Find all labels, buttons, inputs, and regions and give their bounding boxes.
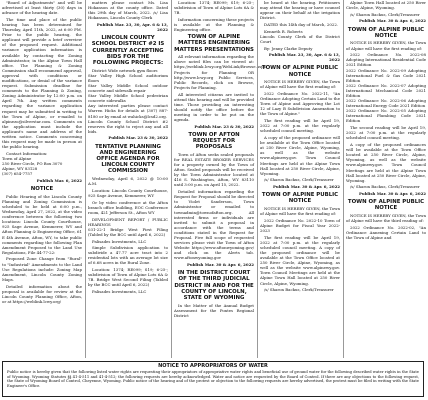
notice-paragraph: All relevant information regarding the above noted files can be viewed at: https://weblink.lcwy.org/WebLink/Browse.aspx Projects for Planning OR http://www.lcwy.org Public Services, Public Records, click on Browse, Projects for Planning. bbox=[174, 54, 266, 90]
publish-dates: Publish Mar. 6, 2022 bbox=[36, 177, 82, 183]
publish-dates: Publish Mar. 23, 30, Apr. 6 & 13, 2022 bbox=[268, 52, 340, 63]
notice-paragraph: 2022 Ordinance No. 2022-11, "An Ordinance Adopting Certain Land to the Town of Alpine and Approving the Lot 12 of Lazy B Subdivision Annexation to the Town of Alpine." bbox=[260, 91, 340, 117]
notice-paragraph: /s/ Sharon Backus, Clerk/Treasurer bbox=[350, 184, 420, 190]
publish-dates: Publish Mar. 23, 30, Apr. 6 & 13, 2022 bbox=[96, 21, 168, 33]
notice-heading: TOWN OF AFTON REQUEST FOR PROPOSALS bbox=[188, 131, 240, 151]
notice-paragraph: Palisades Investments, LLC bbox=[92, 238, 147, 244]
notice-paragraph: Location: 1374; RE099; S19; 6-25-; subdivision of Town of Alpine Lots 6A & 7B. bbox=[174, 0, 254, 16]
notice-paragraph: "Board of Adjustments" and will be advertised at least thirty (30) days in advance of the hearing date. bbox=[2, 0, 82, 16]
notice-paragraph: DATED this 14th day of March, 2022. bbox=[264, 21, 339, 27]
publish-dates: Publish Mar. 30 & Apr. 6, 2022 bbox=[358, 18, 426, 24]
notice-paragraph: NOTICE IS HEREBY GIVEN, the Town of Alpine will have the third reading of: bbox=[346, 213, 426, 224]
notice-paragraph: Or by video conference at the Afton branch office building, EOC Conference room, 421 Jefferson St., Afton WY bbox=[88, 199, 168, 215]
column-divider bbox=[85, 0, 86, 358]
column-divider bbox=[257, 0, 258, 358]
notice-paragraph: Contact Information: Town of Alpine 250 River Circle, PO Box 3070 Alpine, WY 83128 (307) 654-7757 bbox=[2, 150, 63, 177]
notice-paragraph: Wednesday, April 6, 2022 @ 10:00 A.M. bbox=[88, 176, 168, 187]
notice-heading: TENTATIVE PLANNING AND ENGINEERING OFFICE AGENDA FOR LINCOLN COUNTY COMMISSION bbox=[95, 143, 161, 175]
notice-paragraph: Palisades Investments, LLC bbox=[92, 289, 147, 295]
publish-dates: Publish Mar. 23 & 30, 2022 bbox=[108, 135, 168, 141]
notice-title: NOTICE TO APPROPRIATORS OF WATER bbox=[158, 363, 268, 369]
notice-paragraph: matters please contact Ms. Lisa Hokanson at the county office. Dated this 29th day of March, 2022. /s/ Lisa Hokanson, Lincoln County Clerk bbox=[88, 0, 168, 21]
notice-paragraph: Detailed information about the proposal is available for review at the Lincoln County Planning Office, Afton, or at https://weblink.lcwy.org/ bbox=[2, 283, 82, 304]
notice-paragraph: Kenneth R. Roberts Lincoln County Clerk of the District Court bbox=[260, 28, 340, 44]
notice-paragraph: Proposed Zone Change from "Rural" to "Industrial" Amendments to the Land Use Regulations include: Zoning Map Amendment, Lincoln County Zoning Maps. bbox=[2, 256, 82, 282]
notice-heading: TOWN OF ALPINE PUBLIC NOTICE bbox=[347, 199, 425, 212]
notice-paragraph: District Wide network gym floors Star Valley High School auditorium floors Star Valley Middle School outdoor concrete and sidewalk repair Star Valley Middle School pedestrian concrete sidewalks Any interested parties please contact Warren Hicks for details at (307) 887-8180 or by email at wahicks@lcsd2.org. Lincoln County School District #2 reserves the right to reject any and all bids. bbox=[88, 67, 168, 134]
publish-dates: Publish Mar. 30 & Apr. 6, 2022 bbox=[272, 184, 340, 190]
notice-heading: TOWN OF ALPINE PUBLIC NOTICE bbox=[347, 26, 425, 39]
publish-dates: Publish Mar. 30 & Apr. 6, 2022 bbox=[186, 262, 254, 268]
notice-paragraph: NOTICE IS HEREBY GIVEN, the Town of Alpine will have the first reading of: bbox=[260, 206, 340, 217]
notice-paragraph: NOTICE IS HEREBY GIVEN, the Town of Alpine will have the first reading of: bbox=[346, 40, 426, 51]
notice-paragraph: A copy of the proposed ordinance will be available at the Town Office located at 250 River Circle, Alpine, Wyoming, as well as the website www.alpinewy.gov. Town Council Meetings are held at the Alpine Town Hall located at 250 River Circle, Alpine, Wyoming. bbox=[260, 135, 340, 176]
notice-paragraph: The time and place of the public hearing has been determined for Thursday, April 11th, 2022, at 6:00 PM. Prior to the public hearing, the applicant will provide a brief overview of the proposed request. Additional variance application information is available by contacting the Zoning Administrator, in the Alpine Town Hall office. The Planning & Zoning Commission shall recommend approval, approval with conditions or modifications, or denial of the variance request. Submission deadline for comments to the Planning & Zoning, Zoning Administrator by 12:00 p.m. on April 7th. Any written comments regarding the variance application request may be submitted in writing to the Town of Alpine, or e-mailed to alpinezo@silverstar.com. Comments on the application must include the applicant's name and address of the written notice. Comments concerning this request may be made in person at the public hearing. bbox=[2, 16, 82, 150]
notice-paragraph: A copy of the proposed ordinances will be available at the Town Office located at 250 River Circle, Alpine, Wyoming, as well as the website www.alpinewy.gov. Town Council Meetings are held at the Alpine Town Hall located at 250 River Circle, Alpine, Wyoming. bbox=[346, 142, 426, 183]
water-appropriators-notice bbox=[2, 361, 424, 397]
notice-paragraph: Simple Subdivision application to subdivide a 47.77 acre tract into 2 residential lots with an average lot size of 6.68 acres in the Rural Zone. bbox=[88, 245, 168, 266]
notice-body: Public notice is hereby given that the following listed water rights are requesting their appropriators of appropriative water rights and beneficial use of ground water for the following described water rights in the State of Wyoming. Wyoming Statutes §§ 41-4-511 and 41-4-512; the following requests are hereby acknowledged. Water and notice are requested by the Board of Control. If there are any objections to the following request, the State of Wyoming Board of Control, Cheyenne, Wyoming. Public notice of the hearing and of the protest or objection to the following requests are hereby advertised, the protest must be filed in writing with the State Engineer's Office. bbox=[7, 370, 419, 388]
column-1 bbox=[2, 0, 82, 358]
notice-paragraph: All interested citizens are invited to attend this hearing and will be provided time. Those providing an interesting should notify the office before the meeting in order to be put on the agenda. bbox=[174, 91, 254, 122]
column-divider bbox=[343, 0, 344, 358]
column-4 bbox=[260, 0, 340, 358]
notice-paragraph: be heard at the hearing. Petitioners may attend the hearing or have counsel appear on their behalf at the irrigation District. bbox=[260, 0, 340, 21]
publish-dates: Publish Mar. 30 & Apr. 6, 2022 bbox=[358, 191, 426, 197]
notice-paragraph: Information concerning these projects is available at the Planning & Engineering office. bbox=[174, 16, 254, 33]
notice-paragraph: /s/ Sharon Backus, Clerk/Treasurer bbox=[264, 287, 334, 293]
notice-heading: NOTICE bbox=[30, 186, 54, 193]
notice-heading: TOWN OF ALPINE MATTERS ENGINEERING MATTERS PRESENTATIONS bbox=[174, 34, 254, 53]
notice-paragraph: Location: Lincoln County Courthouse, 925 Sage Avenue, Kemmerer, WY bbox=[88, 187, 168, 198]
notice-paragraph: DEVELOPMENT REPORT / PUBLIC HEARINGS 031-22-1 Bridge West First Filing (Tabled by the BCC until April 6, 2022) bbox=[88, 216, 168, 237]
notice-paragraph: 2022 Ordinance No. 2022-08 Adopting International Residential Code 2021 Edition 2022 Ordinance No. 2022-09 Adopting International Fuel & Gas Code 2021 Edition 2022 Ordinance No. 2022-07 Adopting International Mechanical Code 2021 Edition 2022 Ordinance No. 2022-06 Adopting International Energy Code 2021 Edition 2022 Ordinance No. 2022-05 Adopting International Plumbing Code 2021 Edition bbox=[346, 52, 426, 124]
notice-paragraph: By: Jenny Clarke Deputy bbox=[264, 45, 313, 51]
notice-heading: IN THE DISTRICT COURT OF THE THIRD JUDICIAL DISTRICT IN AND FOR THE COUNTY OF LINCOLN, STATE OF WYOMING bbox=[174, 270, 254, 301]
notice-paragraph: NOTICE IS HEREBY GIVEN, the Town of Alpine will have the first reading of: bbox=[260, 79, 340, 90]
column-5 bbox=[346, 0, 426, 358]
notice-paragraph: 2022 Ordinance No. 2022-02, "An Ordinance Annexing Certain Land to the Town of Alpine and bbox=[346, 224, 426, 241]
notice-paragraph: 2022 Ordinance No. 2022-10 Town of Alpine Budget for Fiscal Year 2022-2023 bbox=[260, 217, 340, 234]
notice-paragraph: /s/ Sharon Backus, Clerk/Treasurer bbox=[264, 177, 334, 183]
notice-paragraph: Detailed information regarding the Request for Proposal should be directed to Violet Sanderson, Town Administrator or emailed to townadmin@townofafton.org. All interested firms or individuals are invited to submit a proposal in accordance with the terms and conditions stated in the Request for Proposal. Five full scope of requested services please visit the Town of Afton Website https://www.aftonwyoming.gov/ and click on the Alerts tab. www.aftonwyoming.gov bbox=[174, 189, 254, 261]
notice-paragraph: The first reading will be April 19, 2022 at 7:00 p.m. at the regularly scheduled council meeting. A copy of the proposed ordinance will be available at the Town Office located at 250 River Circle, Alpine, Wyoming, as well as the website www.alpinewy.gov. Town Council Meetings are held at the Alpine Town Hall located at 250 River Circle, Alpine, Wyoming. bbox=[260, 234, 340, 286]
notice-paragraph: The second reading will be April 19, 2022 at 7:00 p.m. at the regularly scheduled council meeting. bbox=[346, 125, 426, 141]
publish-dates: Publish Mar. 23 & 30, 2022 bbox=[194, 123, 254, 129]
notice-paragraph: Alpine Town Hall located at 250 River Circle, Alpine, Wyoming. bbox=[346, 0, 426, 11]
column-3 bbox=[174, 0, 266, 358]
notice-heading: LINCOLN COUNTY SCHOOL DISTRICT #2 IS CURRENTLY ACCEPTING BIDS FOR THE FOLLOWING PROJECTS: bbox=[91, 35, 165, 66]
notice-paragraph: In the Matter of the Annual Budget Assessment for the Pontes Regional District bbox=[174, 302, 254, 318]
notice-paragraph: The first reading will be April 19, 2022 at 7:00 p.m. at the regularly scheduled council meeting. bbox=[260, 118, 340, 134]
column-2 bbox=[88, 0, 168, 358]
notice-paragraph: /s/ Sharon Backus, Clerk/Treasurer bbox=[350, 11, 420, 17]
column-divider bbox=[171, 0, 172, 358]
notice-paragraph: Public Hearing of the Lincoln County Planning and Zoning Commission is scheduled to be held at 6:00 p.m., Wednesday, April 27, 2022, at the video conference between the following two locations: Lincoln County Courthouse, 925 Sage Avenue, Kemmerer, WY and Afton Planning & Engineering Office, 61 E 4th Avenue, Afton, WY, to take public comments regarding the following Plan Amendment Proposed to the Land Use Regulations, File 44-77-22: bbox=[2, 193, 82, 255]
notice-heading: TOWN OF ALPINE PUBLIC NOTICE bbox=[261, 192, 339, 205]
notice-paragraph: Town of Afton seeks sealed proposals for REAL ESTATE BROKER SERVICES for a property owned by the Town of Afton. Sealed proposals will be received by the Town Administrator located at 416 S. Washington, Afton, WY 83110 until 3:00 p.m. on April 15, 2022. bbox=[174, 151, 254, 188]
notice-heading: TOWN OF ALPINE PUBLIC NOTICE bbox=[261, 65, 339, 78]
notice-paragraph: Location: 1374; RE099; S19; 6-25-; subdivision of Town of Alpine Lots 6A & 7B. Bridge West Second Filing (Tabled by the BCC until April 6, 2022) bbox=[88, 267, 168, 288]
